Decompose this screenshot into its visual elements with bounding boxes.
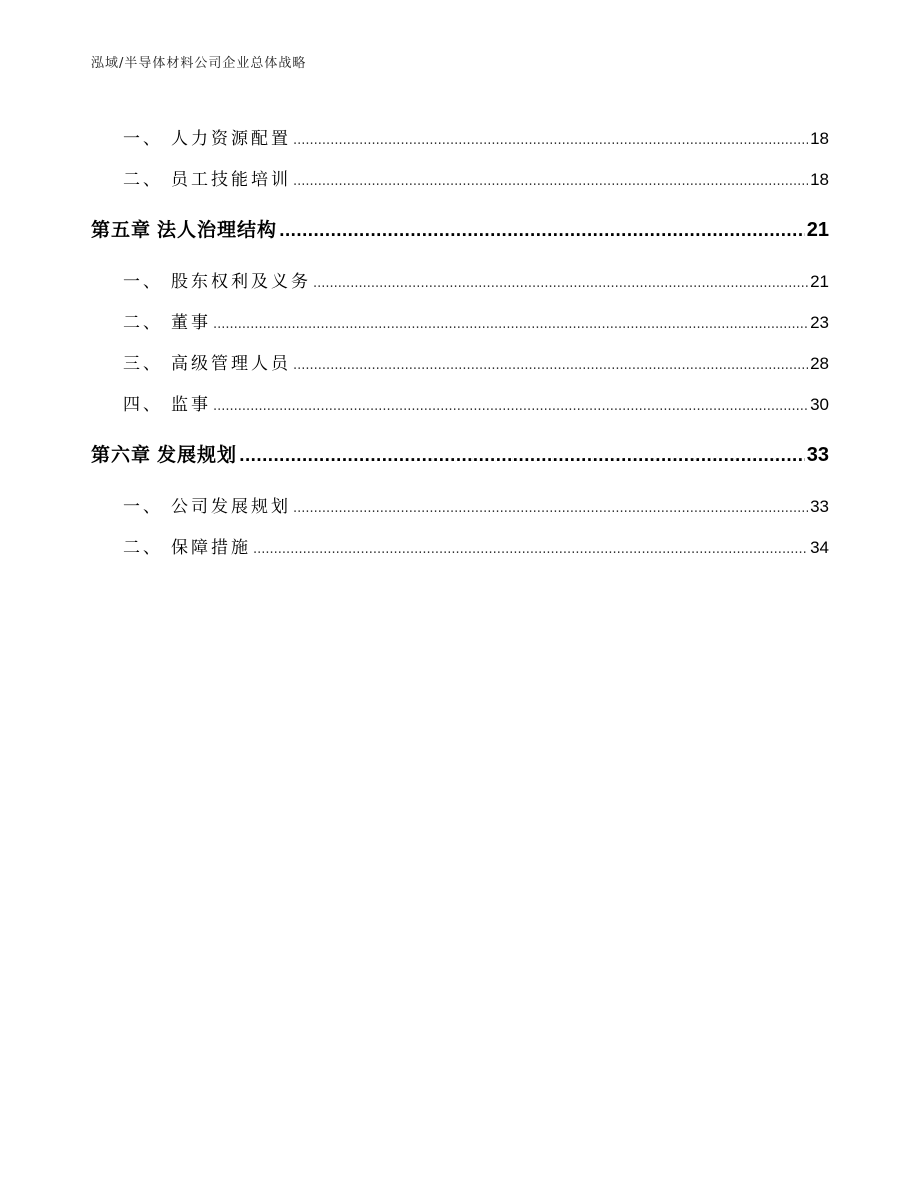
- toc-entry-title: 公司发展规划: [171, 497, 291, 517]
- toc-chapter-title: 法人治理结构: [157, 219, 278, 241]
- toc-chapter-title: 发展规划: [157, 444, 238, 466]
- toc-entry-page: 34: [810, 538, 829, 557]
- toc-entry[interactable]: [91, 533, 829, 558]
- toc-chapter-page: 33: [806, 444, 829, 466]
- toc-entry-page: 21: [810, 272, 829, 291]
- toc-entry[interactable]: [91, 492, 829, 517]
- toc-chapter-number: 第五章: [91, 219, 152, 241]
- toc-entry-page: 18: [810, 129, 829, 148]
- toc-entry-title: 人力资源配置: [171, 129, 291, 149]
- toc-chapter[interactable]: [91, 440, 829, 467]
- toc-entry-page: 33: [810, 497, 829, 516]
- toc-entry[interactable]: [91, 267, 829, 292]
- toc-entry-page: 30: [810, 395, 829, 414]
- toc-chapter-page: 21: [806, 219, 829, 241]
- dot-leader: [213, 399, 808, 414]
- toc-chapter-number: 第六章: [91, 444, 152, 466]
- dot-leader: [279, 222, 805, 240]
- toc-entry-page: 28: [810, 354, 829, 373]
- toc-entry-number: 二、: [123, 538, 163, 558]
- dot-leader: [293, 174, 808, 189]
- toc-entry-number: 一、: [123, 129, 163, 149]
- toc-entry[interactable]: [91, 349, 829, 374]
- toc-entry-title: 董事: [171, 313, 211, 333]
- toc-entry-title: 股东权利及义务: [171, 272, 311, 292]
- toc-entry-page: 18: [810, 170, 829, 189]
- toc-entry-title: 监事: [171, 395, 211, 415]
- page-header: 泓域/半导体材料公司企业总体战略: [91, 56, 307, 71]
- dot-leader: [239, 447, 805, 465]
- dot-leader: [293, 358, 808, 373]
- toc-entry-title: 员工技能培训: [171, 170, 291, 190]
- toc-entry-page: 23: [810, 313, 829, 332]
- toc-entry-title: 保障措施: [171, 538, 251, 558]
- toc-entry-number: 二、: [123, 170, 163, 190]
- toc-entry-number: 二、: [123, 313, 163, 333]
- toc-entry-title: 高级管理人员: [171, 354, 291, 374]
- toc-entry[interactable]: [91, 308, 829, 333]
- toc-chapter[interactable]: [91, 215, 829, 242]
- toc-entry[interactable]: [91, 165, 829, 190]
- dot-leader: [213, 317, 808, 332]
- toc-entry[interactable]: [91, 390, 829, 415]
- toc-entry-number: 四、: [123, 395, 163, 415]
- toc-entry[interactable]: [91, 124, 829, 149]
- dot-leader: [313, 276, 808, 291]
- toc-entry-number: 三、: [123, 354, 163, 374]
- dot-leader: [253, 542, 808, 557]
- toc-entry-number: 一、: [123, 497, 163, 517]
- dot-leader: [293, 133, 808, 148]
- toc-entry-number: 一、: [123, 272, 163, 292]
- dot-leader: [293, 501, 808, 516]
